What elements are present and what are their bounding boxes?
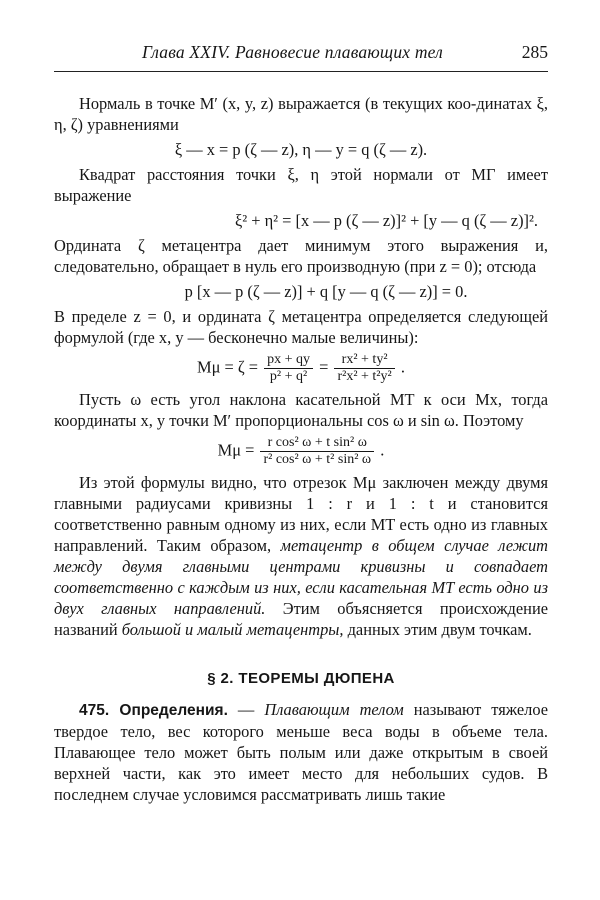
text-run: — bbox=[227, 700, 265, 719]
paragraph-definitions bbox=[54, 699, 548, 805]
paragraph-limit: В пределе z = 0, и ордината ζ метацентра определяется следующей формулой (где x, y — бесконечно малые величины): bbox=[54, 307, 548, 347]
formula-lhs: Mμ = ζ = bbox=[197, 357, 258, 377]
formula-metacenter-omega bbox=[54, 435, 548, 468]
text-run: называют тяжелое твердое тело, вес которого меньше веса воды в объеме тела. Плавающее тело может быть полым или даже открытым в своей верхней части, как это имеет место для небольших судов. В последнем случае условимся рассматривать лишь такие bbox=[54, 700, 548, 804]
paragraph-ordinate: Ордината ζ метацентра дает минимум этого выражения и, следовательно, обращает в нуль его производную (при z = 0); отсюда bbox=[54, 236, 548, 276]
page-body bbox=[54, 93, 548, 805]
text-run: Из этой формулы видно, что отрезок Mμ заключен между двумя главными радиусами кривизны 1 : r и 1 : t и становится соответственно равным одному из них, если MT есть одно из главных направлений. Таким образом, bbox=[54, 473, 548, 555]
section-heading: § 2. ТЕОРЕМЫ ДЮПЕНА bbox=[207, 670, 395, 687]
paragraph-angle: Пусть ω есть угол наклона касательной MT к оси Mx, тогда координаты x, y точки M′ пропорциональны cos ω и sin ω. Поэтому bbox=[54, 390, 548, 430]
fraction-numerator: r cos² ω + t sin² ω bbox=[267, 435, 367, 450]
formula-distance-squared: ξ² + η² = [x — p (ζ — z)]² + [y — q (ζ — z)]². bbox=[234, 211, 538, 230]
header-rule bbox=[54, 71, 548, 72]
text-run: данных этим двум точкам. bbox=[343, 620, 532, 639]
page-number: 285 bbox=[521, 42, 548, 62]
emphasis-definition: Плавающим телом bbox=[264, 700, 404, 719]
fraction-denominator: r² cos² ω + t² sin² ω bbox=[260, 451, 374, 468]
emphasis-theorem: метацентр в общем случае лежит между двумя главными центрами кривизны и совпадает соответственно с каждым из них, если касательная MT есть одно из двух главных направлений. bbox=[54, 536, 548, 618]
formula-equals: = bbox=[319, 357, 329, 377]
fraction-denominator: p² + q² bbox=[264, 368, 313, 385]
paragraph-conclusion bbox=[54, 472, 548, 640]
emphasis-terms: большой и малый метацентры, bbox=[121, 620, 344, 639]
paragraph-distance: Квадрат расстояния точки ξ, η этой нормали от MΓ имеет выражение bbox=[54, 165, 548, 205]
formula-normal-equations: ξ — x = p (ζ — z), η — y = q (ζ — z). bbox=[174, 140, 428, 159]
item-number-heading: 475. Определения. bbox=[79, 702, 228, 719]
paragraph-normal: Нормаль в точке M′ (x, y, z) выражается (в текущих коо-динатах ξ, η, ζ) уравнениями bbox=[54, 94, 548, 134]
text-run: Этим объясняется происхождение названий bbox=[54, 599, 548, 639]
formula-metacenter-xy bbox=[54, 352, 548, 385]
fraction-pq bbox=[264, 352, 313, 385]
formula-period: . bbox=[400, 357, 405, 377]
fraction-denominator: r²x² + t²y² bbox=[334, 368, 394, 385]
fraction-numerator: rx² + ty² bbox=[341, 352, 388, 367]
fraction-rt bbox=[334, 352, 394, 385]
running-header bbox=[0, 42, 600, 70]
fraction-omega bbox=[260, 435, 374, 468]
fraction-numerator: px + qy bbox=[267, 352, 310, 367]
formula-derivative: p [x — p (ζ — z)] + q [y — q (ζ — z)] = 0. bbox=[184, 282, 468, 301]
chapter-title: Глава XXIV. Равновесие плавающих тел bbox=[142, 42, 444, 62]
formula-lhs: Mμ = bbox=[217, 440, 255, 460]
formula-period: . bbox=[380, 440, 385, 460]
